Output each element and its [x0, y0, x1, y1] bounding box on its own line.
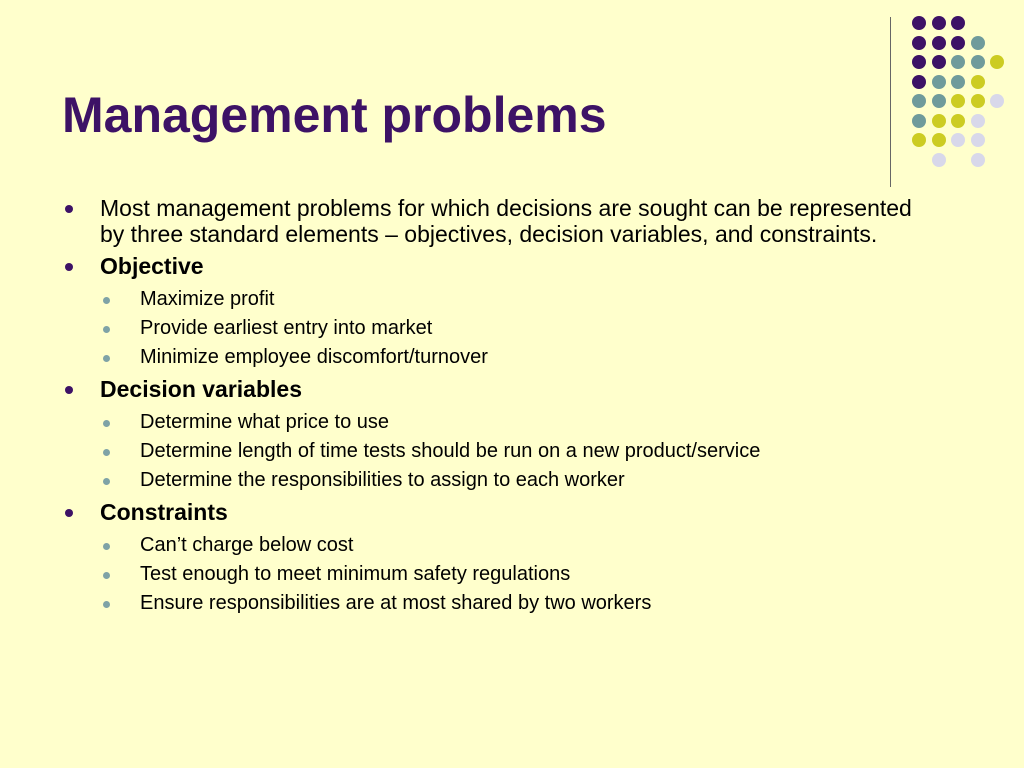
- decorative-dot: [951, 36, 965, 50]
- decorative-dot: [951, 94, 965, 108]
- decorative-dot: [971, 75, 985, 89]
- sub-bullet-text: Determine the responsibilities to assign to each worker: [140, 469, 625, 491]
- sub-bullet: [62, 560, 922, 589]
- decorative-dot: [912, 75, 926, 89]
- sub-bullet: [62, 437, 922, 466]
- decorative-dot: [912, 133, 926, 147]
- sub-bullet: [62, 343, 922, 372]
- decorative-dot: [912, 114, 926, 128]
- section-objective: [62, 253, 922, 372]
- decorative-dot: [971, 94, 985, 108]
- section-heading-text: Constraints: [100, 499, 228, 525]
- decorative-dot: [912, 55, 926, 69]
- sub-bullet: [62, 314, 922, 343]
- sub-bullet-dot-icon: [103, 297, 110, 304]
- decorative-dot: [951, 55, 965, 69]
- decorative-dot: [951, 133, 965, 147]
- slide-title: Management problems: [62, 87, 607, 143]
- sub-bullet-text: Maximize profit: [140, 288, 275, 310]
- sub-bullet: [62, 589, 922, 618]
- sub-bullet: [62, 408, 922, 437]
- sub-bullet-dot-icon: [103, 326, 110, 333]
- decorative-dot: [990, 94, 1004, 108]
- section-heading: [62, 376, 922, 402]
- slide-body: [62, 195, 922, 622]
- sub-bullet-text: Minimize employee discomfort/turnover: [140, 346, 488, 368]
- sub-bullet-dot-icon: [103, 449, 110, 456]
- title-divider-line: [890, 17, 891, 187]
- section-constraints: [62, 499, 922, 618]
- sub-bullet-dot-icon: [103, 572, 110, 579]
- decorative-dot: [932, 133, 946, 147]
- sub-bullet-text: Test enough to meet minimum safety regulations: [140, 563, 571, 585]
- sub-bullet-dot-icon: [103, 478, 110, 485]
- sub-bullet-dot-icon: [103, 355, 110, 362]
- bullet-intro-text: Most management problems for which decisions are sought can be represented by three standard elements – objectives, decision variables, and constraints.: [100, 195, 912, 247]
- sub-bullet-text: Determine length of time tests should be run on a new product/service: [140, 440, 761, 462]
- decorative-dot: [971, 55, 985, 69]
- bullet-dot-icon: [65, 386, 73, 394]
- sub-bullet-text: Provide earliest entry into market: [140, 317, 433, 339]
- decorative-dot: [932, 55, 946, 69]
- decorative-dot: [912, 36, 926, 50]
- decorative-dot: [932, 36, 946, 50]
- sub-bullet-dot-icon: [103, 601, 110, 608]
- decorative-dot: [932, 94, 946, 108]
- decorative-dot: [932, 153, 946, 167]
- sub-bullet: [62, 285, 922, 314]
- decorative-dot: [912, 94, 926, 108]
- sub-bullet: [62, 466, 922, 495]
- bullet-intro: [62, 195, 922, 247]
- decorative-dot: [971, 114, 985, 128]
- sub-bullet-text: Can’t charge below cost: [140, 534, 354, 556]
- section-heading-text: Objective: [100, 253, 204, 279]
- decorative-dot: [932, 75, 946, 89]
- decorative-dot: [990, 55, 1004, 69]
- decorative-dot: [971, 36, 985, 50]
- bullet-dot-icon: [65, 263, 73, 271]
- bullet-dot-icon: [65, 509, 73, 517]
- sub-bullet-dot-icon: [103, 543, 110, 550]
- section-heading: [62, 253, 922, 279]
- section-heading-text: Decision variables: [100, 376, 302, 402]
- decorative-dot: [932, 114, 946, 128]
- decorative-dot: [932, 16, 946, 30]
- decorative-dot: [971, 153, 985, 167]
- section-decision-variables: [62, 376, 922, 495]
- bullet-dot-icon: [65, 205, 73, 213]
- decorative-dot: [951, 114, 965, 128]
- sub-bullet: [62, 531, 922, 560]
- sub-bullet-text: Ensure responsibilities are at most shared by two workers: [140, 592, 652, 614]
- decorative-dot: [912, 16, 926, 30]
- decorative-dot: [971, 133, 985, 147]
- sub-bullet-dot-icon: [103, 420, 110, 427]
- decorative-dot: [951, 75, 965, 89]
- section-heading: [62, 499, 922, 525]
- sub-bullet-text: Determine what price to use: [140, 411, 390, 433]
- decorative-dot: [951, 16, 965, 30]
